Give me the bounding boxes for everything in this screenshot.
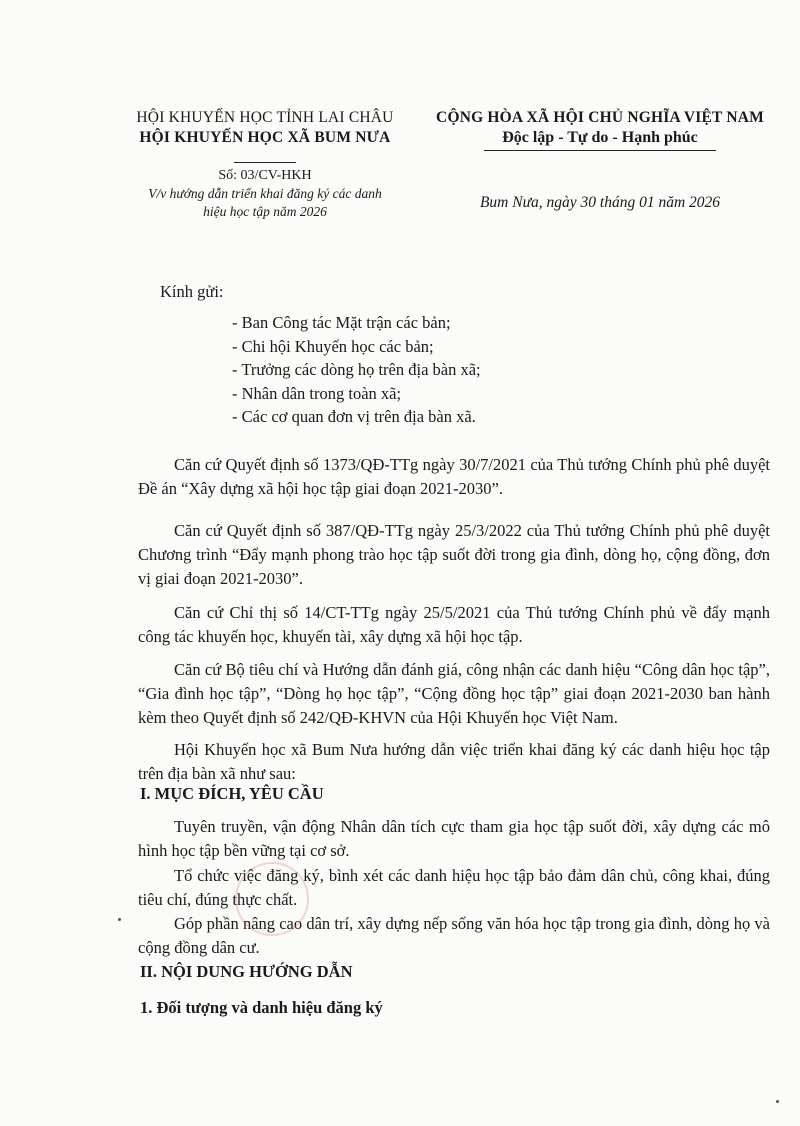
section-heading: II. NỘI DUNG HƯỚNG DẪN xyxy=(140,962,353,981)
issuing-organization: HỘI KHUYẾN HỌC XÃ BUM NƯA xyxy=(139,129,391,146)
national-motto: Độc lập - Tự do - Hạnh phúc xyxy=(502,129,698,146)
place-and-date: Bum Nưa, ngày 30 tháng 01 năm 2026 xyxy=(479,194,721,211)
legal-basis-paragraph: Căn cứ Bộ tiêu chí và Hướng dẫn đánh giá, công nhận các danh hiệu “Công dân học tập”, “Gia đình học tập”, “Dòng họ học tập”, “Cộng đồng học tập” giai đoạn 2021-2030 ban hành kèm theo Quyết định số 242/QĐ-KHVN của Hội Khuyến học Việt Nam. xyxy=(138,660,770,727)
section-paragraph: Tổ chức việc đăng ký, bình xét các danh hiệu học tập bảo đảm dân chủ, công khai, đúng tiêu chí, đúng thực chất. xyxy=(138,866,770,909)
legal-basis-paragraph: Căn cứ Chỉ thị số 14/CT-TTg ngày 25/5/2021 của Thủ tướng Chính phủ về đẩy mạnh công tác khuyến học, khuyến tài, xây dựng xã hội học tập. xyxy=(138,603,770,646)
subject-line-2: hiệu học tập năm 2026 xyxy=(203,204,327,219)
national-header-block xyxy=(420,108,780,213)
legal-basis-paragraph: Căn cứ Quyết định số 387/QĐ-TTg ngày 25/3/2022 của Thủ tướng Chính phủ phê duyệt Chương trình “Đẩy mạnh phong trào học tập suốt đời trong gia đình, dòng họ, cộng đồng, đơn vị giai đoạn 2021-2030”. xyxy=(138,521,770,588)
legal-basis-paragraph: Căn cứ Quyết định số 1373/QĐ-TTg ngày 30/7/2021 của Thủ tướng Chính phủ phê duyệt Đề án “Xây dựng xã hội học tập giai đoạn 2021-2030”. xyxy=(138,455,770,498)
subject-line-1: V/v hướng dẫn triển khai đăng ký các danh xyxy=(148,186,382,201)
document-number: Số: 03/CV-HKH xyxy=(218,168,312,183)
parent-organization: HỘI KHUYẾN HỌC TỈNH LAI CHÂU xyxy=(136,109,394,126)
faint-seal-mark xyxy=(235,862,309,936)
issuer-underline xyxy=(234,162,296,163)
section-paragraph: Tuyên truyền, vận động Nhân dân tích cực tham gia học tập suốt đời, xây dựng các mô hình học tập bền vững tại cơ sở. xyxy=(138,817,770,860)
recipient-item: - Các cơ quan đơn vị trên địa bàn xã. xyxy=(232,407,476,426)
recipient-item: - Nhân dân trong toàn xã; xyxy=(232,383,402,403)
intro-paragraph: Hội Khuyến học xã Bum Nưa hướng dẫn việc triển khai đăng ký các danh hiệu học tập trên địa bàn xã như sau: xyxy=(138,740,770,783)
recipient-item: - Chi hội Khuyến học các bản; xyxy=(232,336,434,356)
greeting: Kính gửi: xyxy=(160,282,224,301)
recipient-list xyxy=(232,311,481,429)
scan-speck xyxy=(776,1100,779,1103)
national-title: CỘNG HÒA XÃ HỘI CHỦ NGHĨA VIỆT NAM xyxy=(436,109,764,126)
recipient-item: - Trưởng các dòng họ trên địa bàn xã; xyxy=(232,360,481,379)
scan-speck xyxy=(118,918,121,921)
subsection-heading: 1. Đối tượng và danh hiệu đăng ký xyxy=(140,998,383,1017)
motto-underline xyxy=(484,150,716,151)
recipient-item: - Ban Công tác Mặt trận các bản; xyxy=(232,313,451,332)
section-paragraph: Góp phần nâng cao dân trí, xây dựng nếp sống văn hóa học tập trong gia đình, dòng họ và cộng đồng dân cư. xyxy=(138,914,770,957)
section-heading: I. MỤC ĐÍCH, YÊU CẦU xyxy=(140,784,324,803)
issuer-block xyxy=(100,108,430,221)
